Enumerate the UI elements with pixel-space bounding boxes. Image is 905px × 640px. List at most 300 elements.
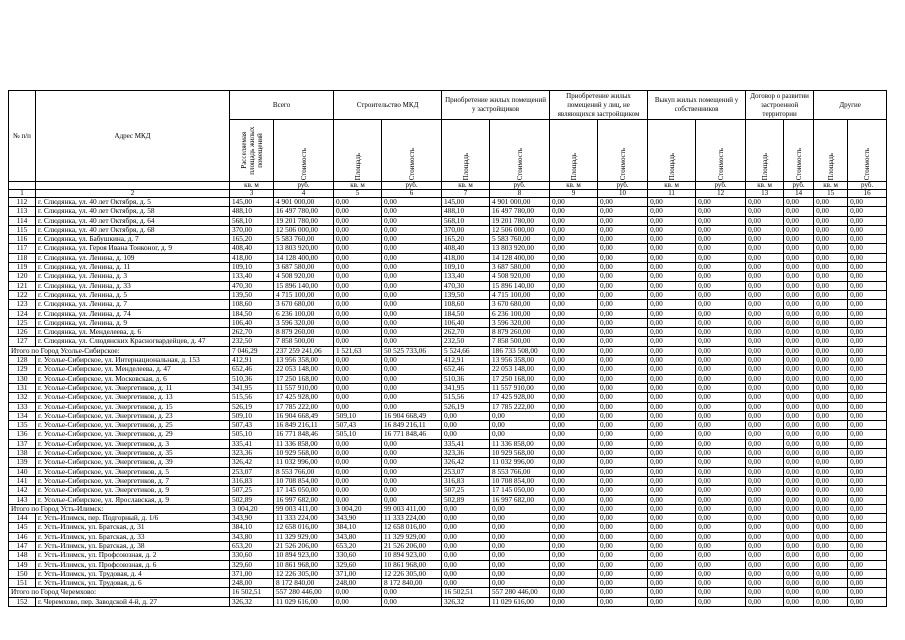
table-cell: 19 201 780,00 xyxy=(274,216,334,225)
table-cell: 326,32 xyxy=(230,597,274,606)
table-cell: 0,00 xyxy=(382,328,442,337)
table-cell: 0,00 xyxy=(550,198,598,207)
table-row xyxy=(9,569,887,578)
table-row xyxy=(9,532,887,541)
table-cell: 0,00 xyxy=(598,495,648,504)
table-cell: 0,00 xyxy=(746,430,784,439)
column-number: 6 xyxy=(382,190,442,198)
table-cell: 0,00 xyxy=(648,272,696,281)
table-cell: 0,00 xyxy=(648,346,696,355)
table-cell: 4 715 100,00 xyxy=(490,290,550,299)
table-cell: 0,00 xyxy=(598,225,648,234)
table-cell: 17 425 928,00 xyxy=(274,393,334,402)
table-cell: 17 785 222,00 xyxy=(490,402,550,411)
table-cell: 0,00 xyxy=(848,467,887,476)
table-cell: 0,00 xyxy=(598,383,648,392)
table-cell: 109,10 xyxy=(442,263,490,272)
table-row xyxy=(9,411,887,420)
table-cell: 0,00 xyxy=(490,541,550,550)
row-number: 127 xyxy=(9,337,36,346)
table-cell: 0,00 xyxy=(334,281,382,290)
table-cell: 11 557 910,00 xyxy=(490,383,550,392)
table-cell: 22 053 148,00 xyxy=(274,365,334,374)
table-cell: 0,00 xyxy=(814,290,848,299)
table-cell: 0,00 xyxy=(648,458,696,467)
table-cell: 0,00 xyxy=(696,216,746,225)
address-cell: г. Усолье-Сибирское, ул. Интернациональная, д. 153 xyxy=(36,356,230,365)
table-cell: 10 929 568,00 xyxy=(490,449,550,458)
table-cell: 0,00 xyxy=(648,402,696,411)
table-cell: 145,00 xyxy=(230,198,274,207)
address-cell: г. Слюдянка, ул. Менделеева, д. 6 xyxy=(36,328,230,337)
table-cell: 0,00 xyxy=(814,449,848,458)
table-cell: 507,25 xyxy=(230,486,274,495)
table-cell: 262,70 xyxy=(442,328,490,337)
table-cell: 0,00 xyxy=(746,383,784,392)
table-cell: 0,00 xyxy=(848,495,887,504)
table-cell: 0,00 xyxy=(746,198,784,207)
table-cell: 0,00 xyxy=(442,421,490,430)
address-cell: г. Усолье-Сибирское, ул. Энергетиков, д. 15 xyxy=(36,402,230,411)
table-cell: 0,00 xyxy=(598,318,648,327)
table-cell: 0,00 xyxy=(550,318,598,327)
table-cell: 0,00 xyxy=(746,551,784,560)
column-number: 13 xyxy=(746,190,784,198)
group-header-total: Всего xyxy=(230,91,334,120)
table-cell: 0,00 xyxy=(696,356,746,365)
subheader-cost: Стоимость xyxy=(274,120,334,182)
table-cell: 4 901 000,00 xyxy=(274,198,334,207)
table-cell: 412,91 xyxy=(442,356,490,365)
table-cell: 0,00 xyxy=(648,541,696,550)
table-cell: 0,00 xyxy=(746,504,784,513)
table-cell: 133,40 xyxy=(230,272,274,281)
table-cell: 0,00 xyxy=(334,476,382,485)
table-cell: 13 803 920,00 xyxy=(274,244,334,253)
table-cell: 5 583 760,00 xyxy=(274,235,334,244)
table-cell: 0,00 xyxy=(550,207,598,216)
table-cell: 0,00 xyxy=(648,523,696,532)
table-cell: 0,00 xyxy=(746,541,784,550)
row-number: 138 xyxy=(9,449,36,458)
row-number: 131 xyxy=(9,383,36,392)
column-number: 15 xyxy=(814,190,848,198)
table-cell: 0,00 xyxy=(696,383,746,392)
subheader-cost: Стоимость xyxy=(784,120,814,182)
table-cell: 0,00 xyxy=(382,449,442,458)
column-number: 1 xyxy=(9,190,36,198)
subheader-cost: Стоимость xyxy=(490,120,550,182)
table-cell: 13 956 358,00 xyxy=(274,356,334,365)
table-cell: 0,00 xyxy=(550,411,598,420)
unit-rub: руб. xyxy=(490,182,550,190)
table-cell: 0,00 xyxy=(848,486,887,495)
subheader-cost: Стоимость xyxy=(848,120,887,182)
table-cell: 0,00 xyxy=(696,551,746,560)
table-cell: 0,00 xyxy=(814,541,848,550)
table-row xyxy=(9,393,887,402)
table-cell: 0,00 xyxy=(550,225,598,234)
table-cell: 0,00 xyxy=(746,467,784,476)
row-number: 140 xyxy=(9,467,36,476)
table-cell: 0,00 xyxy=(814,263,848,272)
table-cell: 0,00 xyxy=(490,421,550,430)
table-cell: 0,00 xyxy=(442,514,490,523)
table-cell: 653,20 xyxy=(334,541,382,550)
table-cell: 0,00 xyxy=(814,486,848,495)
table-cell: 0,00 xyxy=(814,244,848,253)
table-cell: 0,00 xyxy=(746,272,784,281)
table-cell: 0,00 xyxy=(334,597,382,606)
table-cell: 0,00 xyxy=(696,374,746,383)
table-cell: 11 333 224,00 xyxy=(274,514,334,523)
table-cell: 232,50 xyxy=(442,337,490,346)
table-cell: 16 997 682,00 xyxy=(490,495,550,504)
table-cell: 0,00 xyxy=(442,532,490,541)
table-cell: 0,00 xyxy=(746,235,784,244)
unit-rub: руб. xyxy=(598,182,648,190)
row-number: 135 xyxy=(9,421,36,430)
table-cell: 0,00 xyxy=(746,458,784,467)
table-cell: 16 502,51 xyxy=(442,588,490,597)
table-cell: 0,00 xyxy=(784,337,814,346)
table-cell: 0,00 xyxy=(598,421,648,430)
row-number: 113 xyxy=(9,207,36,216)
table-row xyxy=(9,467,887,476)
table-cell: 0,00 xyxy=(746,244,784,253)
subtotal-row xyxy=(9,346,887,355)
table-cell: 0,00 xyxy=(814,328,848,337)
table-cell: 0,00 xyxy=(784,281,814,290)
table-cell: 0,00 xyxy=(598,281,648,290)
table-cell: 323,36 xyxy=(442,449,490,458)
table-cell: 0,00 xyxy=(848,300,887,309)
table-cell: 0,00 xyxy=(784,207,814,216)
address-cell: г. Усолье-Сибирское, ул. Энергетиков, д. 35 xyxy=(36,449,230,458)
table-cell: 0,00 xyxy=(848,449,887,458)
table-cell: 0,00 xyxy=(848,504,887,513)
table-cell: 526,19 xyxy=(442,402,490,411)
address-cell: г. Черемхово, пер. Заводской 4-й, д. 27 xyxy=(36,597,230,606)
table-cell: 0,00 xyxy=(746,486,784,495)
table-cell: 0,00 xyxy=(696,235,746,244)
table-cell: 0,00 xyxy=(598,514,648,523)
table-cell: 0,00 xyxy=(814,523,848,532)
table-cell: 21 526 206,00 xyxy=(382,541,442,550)
table-cell: 0,00 xyxy=(814,309,848,318)
table-cell: 0,00 xyxy=(648,383,696,392)
table-cell: 0,00 xyxy=(550,300,598,309)
table-cell: 470,30 xyxy=(442,281,490,290)
table-cell: 0,00 xyxy=(848,383,887,392)
column-number: 7 xyxy=(442,190,490,198)
table-cell: 0,00 xyxy=(648,281,696,290)
table-cell: 0,00 xyxy=(382,495,442,504)
table-cell: 0,00 xyxy=(442,504,490,513)
table-cell: 0,00 xyxy=(848,263,887,272)
subheader-cost: Стоимость xyxy=(382,120,442,182)
table-cell: 0,00 xyxy=(784,198,814,207)
table-cell: 0,00 xyxy=(550,532,598,541)
subheader-area: Площадь xyxy=(746,120,784,182)
table-cell: 0,00 xyxy=(848,328,887,337)
table-cell: 0,00 xyxy=(598,439,648,448)
table-cell: 0,00 xyxy=(648,393,696,402)
table-cell: 370,00 xyxy=(442,225,490,234)
table-cell: 0,00 xyxy=(814,393,848,402)
table-cell: 0,00 xyxy=(696,579,746,588)
table-cell: 0,00 xyxy=(598,216,648,225)
table-cell: 11 029 616,00 xyxy=(490,597,550,606)
table-cell: 4 715 100,00 xyxy=(274,290,334,299)
table-cell: 0,00 xyxy=(696,495,746,504)
table-cell: 0,00 xyxy=(848,198,887,207)
table-cell: 12 658 016,00 xyxy=(274,523,334,532)
table-cell: 0,00 xyxy=(848,411,887,420)
table-cell: 0,00 xyxy=(550,393,598,402)
table-cell: 0,00 xyxy=(382,467,442,476)
table-cell: 0,00 xyxy=(550,328,598,337)
col-num-header: № п/п xyxy=(9,91,36,182)
table-cell: 0,00 xyxy=(848,439,887,448)
table-cell: 0,00 xyxy=(784,300,814,309)
table-cell: 0,00 xyxy=(746,597,784,606)
table-cell: 0,00 xyxy=(696,337,746,346)
table-cell: 106,40 xyxy=(230,318,274,327)
table-cell: 0,00 xyxy=(648,430,696,439)
table-cell: 0,00 xyxy=(814,253,848,262)
table-cell: 0,00 xyxy=(382,383,442,392)
table-cell: 0,00 xyxy=(746,523,784,532)
table-cell: 0,00 xyxy=(550,383,598,392)
table-cell: 0,00 xyxy=(696,309,746,318)
table-cell: 0,00 xyxy=(648,532,696,541)
address-cell: г. Слюдянка, ул. Героя Ивана Тонконог, д. 9 xyxy=(36,244,230,253)
table-cell: 507,25 xyxy=(442,486,490,495)
table-cell: 0,00 xyxy=(598,532,648,541)
table-cell: 0,00 xyxy=(696,449,746,458)
table-cell: 0,00 xyxy=(334,356,382,365)
address-cell: г. Усть-Илимск, ул. Профсоюзная, д. 6 xyxy=(36,560,230,569)
row-number: 114 xyxy=(9,216,36,225)
table-cell: 11 329 929,00 xyxy=(382,532,442,541)
address-cell: г. Слюдянка, ул. Бабушкина, д. 7 xyxy=(36,235,230,244)
table-cell: 0,00 xyxy=(696,402,746,411)
table-cell: 3 687 580,00 xyxy=(490,263,550,272)
address-cell: г. Усть-Илимск, ул. Братская, д. 33 xyxy=(36,532,230,541)
address-cell: г. Усолье-Сибирское, ул. Энергетиков, д. 13 xyxy=(36,393,230,402)
address-cell: г. Слюдянка, ул. 40 лет Октября, д. 68 xyxy=(36,225,230,234)
row-number: 117 xyxy=(9,244,36,253)
table-cell: 0,00 xyxy=(550,597,598,606)
table-cell: 384,10 xyxy=(230,523,274,532)
row-number: 120 xyxy=(9,272,36,281)
table-cell: 109,10 xyxy=(230,263,274,272)
unit-rub: руб. xyxy=(784,182,814,190)
table-row xyxy=(9,597,887,606)
table-cell: 0,00 xyxy=(648,476,696,485)
table-cell: 11 329 929,00 xyxy=(274,532,334,541)
address-cell: г. Слюдянка, ул. Слюдянских Красногвардейцев, д. 47 xyxy=(36,337,230,346)
table-cell: 0,00 xyxy=(848,318,887,327)
table-cell: 0,00 xyxy=(848,272,887,281)
table-cell: 0,00 xyxy=(696,244,746,253)
table-cell: 5 524,66 xyxy=(442,346,490,355)
table-cell: 0,00 xyxy=(746,290,784,299)
table-cell: 0,00 xyxy=(746,356,784,365)
table-cell: 0,00 xyxy=(848,560,887,569)
address-cell: г. Слюдянка, ул. Ленина, д. 5 xyxy=(36,290,230,299)
table-cell: 0,00 xyxy=(848,541,887,550)
table-cell: 0,00 xyxy=(648,588,696,597)
table-cell: 108,60 xyxy=(442,300,490,309)
table-cell: 0,00 xyxy=(696,272,746,281)
table-cell: 0,00 xyxy=(550,365,598,374)
table-row xyxy=(9,365,887,374)
address-cell: г. Усолье-Сибирское, ул. Энергетиков, д. 5 xyxy=(36,467,230,476)
row-number: 148 xyxy=(9,551,36,560)
table-cell: 108,60 xyxy=(230,300,274,309)
table-cell: 0,00 xyxy=(746,374,784,383)
address-cell: г. Усолье-Сибирское, ул. Энергетиков, д. 7 xyxy=(36,476,230,485)
table-cell: 0,00 xyxy=(550,523,598,532)
table-cell: 0,00 xyxy=(382,244,442,253)
unit-area: кв. м xyxy=(334,182,382,190)
table-cell: 0,00 xyxy=(598,356,648,365)
table-cell: 510,36 xyxy=(442,374,490,383)
table-cell: 0,00 xyxy=(334,402,382,411)
table-row xyxy=(9,244,887,253)
table-row xyxy=(9,272,887,281)
table-cell: 0,00 xyxy=(784,458,814,467)
table-cell: 0,00 xyxy=(334,309,382,318)
table-cell: 0,00 xyxy=(848,421,887,430)
table-cell: 0,00 xyxy=(746,207,784,216)
table-cell: 0,00 xyxy=(334,216,382,225)
table-cell: 0,00 xyxy=(648,328,696,337)
table-cell: 0,00 xyxy=(814,579,848,588)
table-cell: 0,00 xyxy=(848,393,887,402)
table-row xyxy=(9,523,887,532)
table-cell: 0,00 xyxy=(814,300,848,309)
address-cell: г. Усть-Илимск, пер. Подгорный, д. 1/6 xyxy=(36,514,230,523)
table-cell: 0,00 xyxy=(334,198,382,207)
table-cell: 0,00 xyxy=(598,198,648,207)
table-cell: 0,00 xyxy=(814,551,848,560)
table-cell: 0,00 xyxy=(784,541,814,550)
table-cell: 507,43 xyxy=(334,421,382,430)
table-cell: 16 904 668,49 xyxy=(382,411,442,420)
table-cell: 0,00 xyxy=(648,411,696,420)
table-cell: 0,00 xyxy=(746,253,784,262)
table-cell: 0,00 xyxy=(648,504,696,513)
unit-area: кв. м xyxy=(648,182,696,190)
table-cell: 0,00 xyxy=(784,560,814,569)
column-number: 10 xyxy=(598,190,648,198)
table-cell: 330,60 xyxy=(230,551,274,560)
table-cell: 253,07 xyxy=(230,467,274,476)
table-cell: 0,00 xyxy=(382,207,442,216)
table-cell: 0,00 xyxy=(814,597,848,606)
table-cell: 3 004,20 xyxy=(230,504,274,513)
unit-rub: руб. xyxy=(382,182,442,190)
table-cell: 8 879 260,00 xyxy=(490,328,550,337)
row-number: 145 xyxy=(9,523,36,532)
table-row xyxy=(9,328,887,337)
row-number: 133 xyxy=(9,402,36,411)
table-cell: 0,00 xyxy=(490,579,550,588)
table-cell: 0,00 xyxy=(848,207,887,216)
table-cell: 0,00 xyxy=(696,393,746,402)
table-cell: 0,00 xyxy=(848,514,887,523)
row-number: 152 xyxy=(9,597,36,606)
table-cell: 16 997 682,00 xyxy=(274,495,334,504)
table-cell: 0,00 xyxy=(648,597,696,606)
table-cell: 0,00 xyxy=(784,309,814,318)
table-cell: 0,00 xyxy=(746,579,784,588)
table-cell: 0,00 xyxy=(746,263,784,272)
table-cell: 0,00 xyxy=(696,290,746,299)
row-number: 130 xyxy=(9,374,36,383)
table-cell: 0,00 xyxy=(784,504,814,513)
table-cell: 0,00 xyxy=(784,235,814,244)
table-cell: 0,00 xyxy=(746,449,784,458)
table-cell: 0,00 xyxy=(334,495,382,504)
table-cell: 0,00 xyxy=(442,411,490,420)
table-cell: 0,00 xyxy=(598,541,648,550)
table-cell: 12 226 305,00 xyxy=(382,569,442,578)
table-cell: 0,00 xyxy=(814,374,848,383)
table-cell: 0,00 xyxy=(598,551,648,560)
subtotal-label: Итого по Город Усолье-Сибирское: xyxy=(9,346,230,355)
table-cell: 0,00 xyxy=(550,551,598,560)
table-row xyxy=(9,476,887,485)
table-cell: 10 894 923,00 xyxy=(274,551,334,560)
table-cell: 0,00 xyxy=(550,374,598,383)
table-cell: 12 658 016,00 xyxy=(382,523,442,532)
table-cell: 0,00 xyxy=(848,523,887,532)
table-cell: 0,00 xyxy=(696,300,746,309)
table-cell: 0,00 xyxy=(598,244,648,253)
table-cell: 0,00 xyxy=(598,458,648,467)
table-cell: 0,00 xyxy=(334,225,382,234)
table-cell: 0,00 xyxy=(550,337,598,346)
table-cell: 0,00 xyxy=(784,449,814,458)
table-cell: 0,00 xyxy=(598,449,648,458)
table-cell: 0,00 xyxy=(550,263,598,272)
table-cell: 0,00 xyxy=(814,439,848,448)
table-cell: 16 849 216,11 xyxy=(274,421,334,430)
address-cell: г. Усолье-Сибирское, ул. Энергетиков, д. 9 xyxy=(36,486,230,495)
table-row xyxy=(9,430,887,439)
table-cell: 0,00 xyxy=(490,504,550,513)
table-cell: 0,00 xyxy=(696,504,746,513)
table-cell: 7 046,29 xyxy=(230,346,274,355)
table-cell: 0,00 xyxy=(848,253,887,262)
table-cell: 11 333 224,00 xyxy=(382,514,442,523)
table-cell: 505,10 xyxy=(230,430,274,439)
table-cell: 0,00 xyxy=(334,263,382,272)
table-cell: 0,00 xyxy=(648,290,696,299)
table-cell: 0,00 xyxy=(746,514,784,523)
table-cell: 0,00 xyxy=(442,430,490,439)
table-cell: 0,00 xyxy=(784,579,814,588)
table-cell: 0,00 xyxy=(648,337,696,346)
table-cell: 0,00 xyxy=(746,328,784,337)
table-cell: 0,00 xyxy=(550,588,598,597)
table-cell: 0,00 xyxy=(490,569,550,578)
table-row xyxy=(9,207,887,216)
